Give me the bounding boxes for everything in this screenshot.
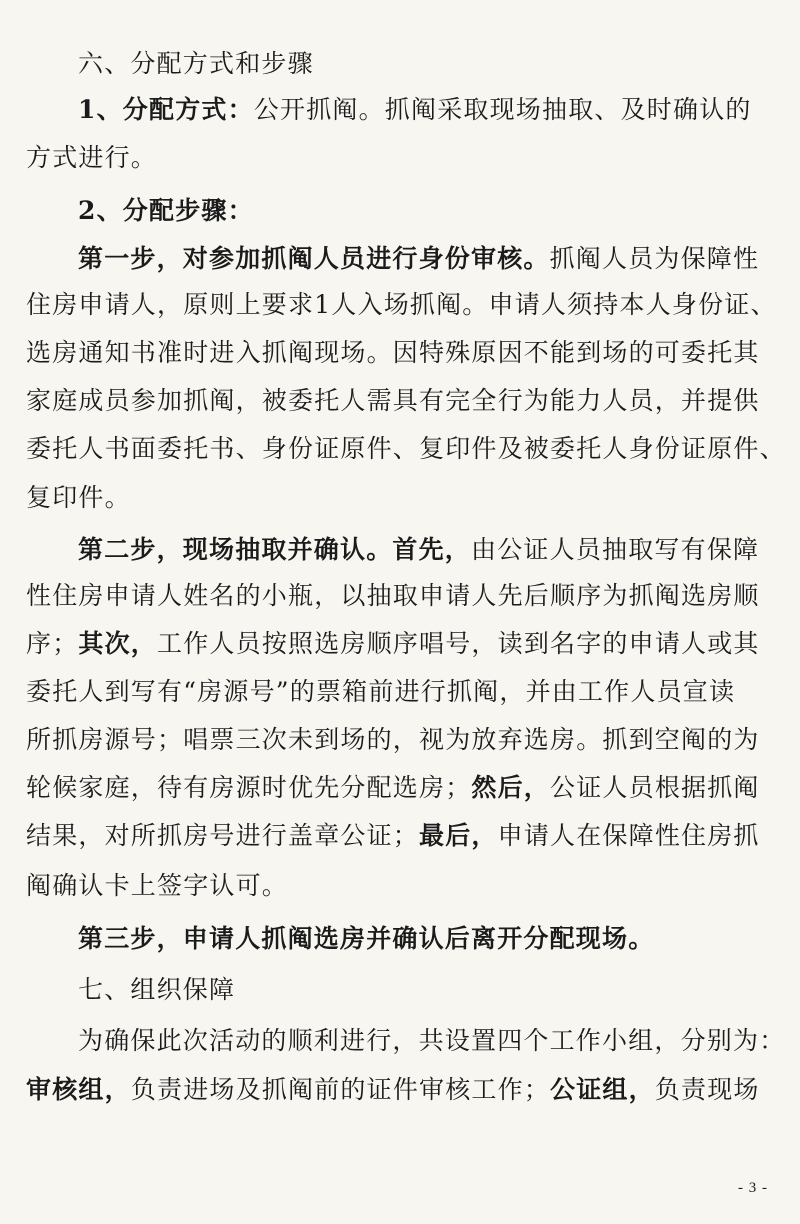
step-1-line-6: 复印件。 — [26, 483, 131, 512]
step-1-line-2: 住房申请人，原则上要求1人入场抓阄。申请人须持本人身份证、 — [26, 290, 777, 319]
step-1-line-3: 选房通知书准时进入抓阄现场。因特殊原因不能到场的可委托其 — [26, 338, 760, 367]
step-3-line: 第三步，申请人抓阄选房并确认后离开分配现场。 — [78, 924, 655, 953]
step-2-line-4: 委托人到写有“房源号”的票箱前进行抓阄，并由工作人员宣读 — [26, 677, 736, 706]
step-2-line-7: 结果，对所抓房号进行盖章公证；最后，申请人在保障性住房抓 — [26, 821, 760, 850]
step-2-line-2: 性住房申请人姓名的小瓶，以抽取申请人先后顺序为抓阄选房顺 — [26, 581, 760, 610]
step-2-line-6: 轮候家庭，待有房源时优先分配选房；然后，公证人员根据抓阄 — [26, 773, 760, 802]
step-2-line-8: 阄确认卡上签字认可。 — [26, 871, 289, 900]
allocation-method-cont: 方式进行。 — [26, 143, 158, 172]
page-number: - 3 - — [738, 1180, 768, 1196]
step-1-line-1: 第一步，对参加抓阄人员进行身份审核。抓阄人员为保障性 — [78, 244, 760, 273]
allocation-steps-heading: 2、分配步骤： — [78, 196, 254, 225]
step-2-line-1: 第二步，现场抽取并确认。首先，由公证人员抽取写有保障 — [78, 535, 760, 564]
step-1-line-5: 委托人书面委托书、身份证原件、复印件及被委托人身份证原件、 — [26, 434, 786, 463]
section-7-line-1: 为确保此次活动的顺利进行，共设置四个工作小组，分别为： — [78, 1026, 786, 1055]
section-6-heading: 六、分配方式和步骤 — [78, 49, 314, 78]
step-2-line-3: 序；其次，工作人员按照选房顺序唱号，读到名字的申请人或其 — [26, 629, 760, 658]
section-7-heading: 七、组织保障 — [78, 975, 236, 1004]
step-1-line-4: 家庭成员参加抓阄，被委托人需具有完全行为能力人员，并提供 — [26, 386, 760, 415]
step-2-line-5: 所抓房源号；唱票三次未到场的，视为放弃选房。抓到空阄的为 — [26, 725, 760, 754]
allocation-method: 1、分配方式：公开抓阄。抓阄采取现场抽取、及时确认的 — [78, 95, 752, 124]
section-7-line-2: 审核组，负责进场及抓阄前的证件审核工作；公证组，负责现场 — [26, 1075, 760, 1104]
